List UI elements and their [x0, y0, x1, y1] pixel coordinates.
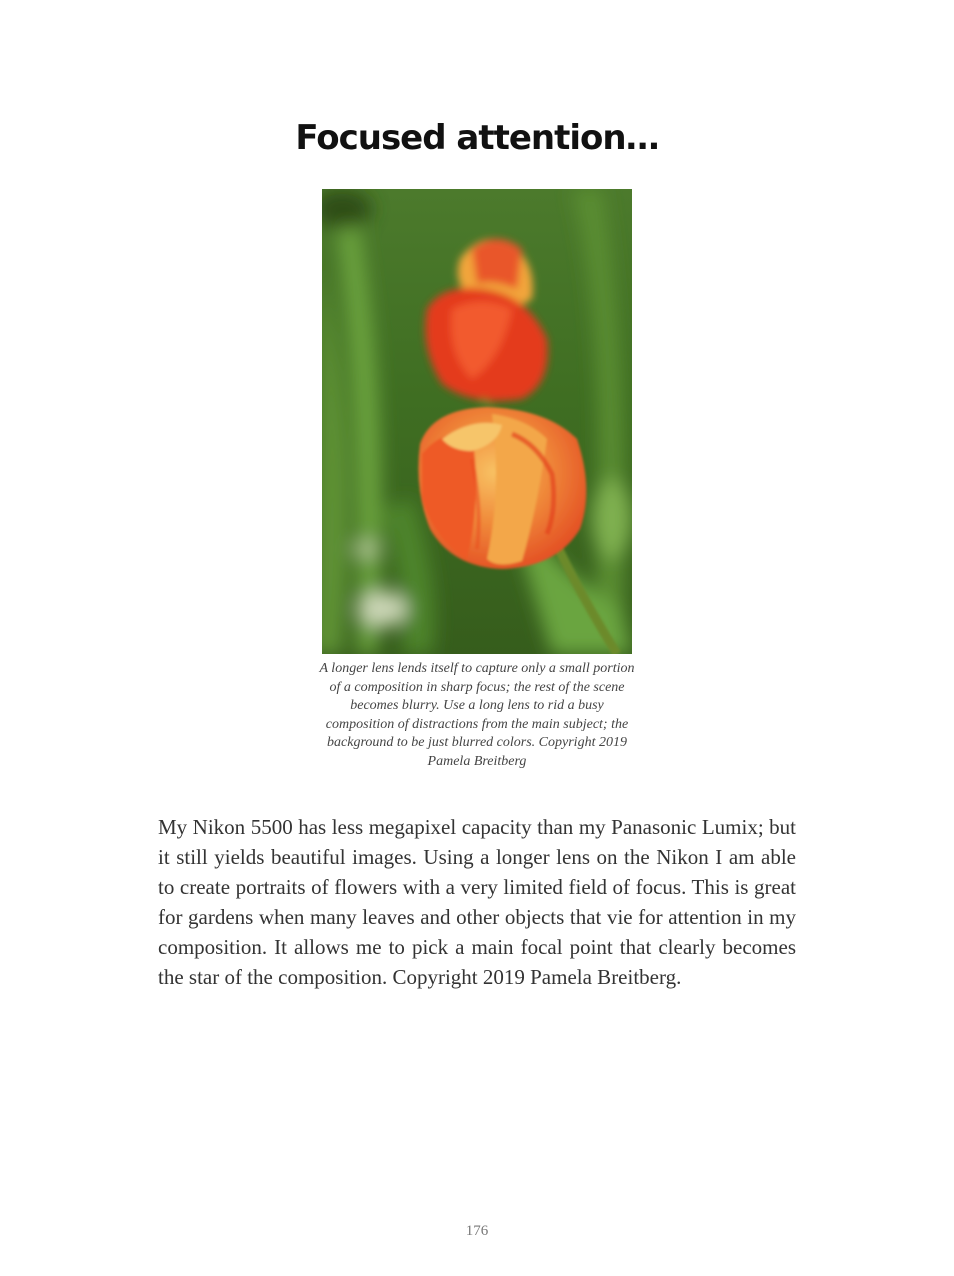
photo-caption: A longer lens lends itself to capture only a small portion of a composition in sharp focus; the rest of the scene becomes blurry. Use a long lens to rid a busy composition of distractions from the main subject; the background to be just blurred colors. Copyright 2019 Pamela Breitberg	[319, 661, 635, 769]
tulip-photo	[322, 189, 632, 654]
body-paragraph: My Nikon 5500 has less megapixel capacity than my Panasonic Lumix; but it still yields beautiful images. Using a longer lens on the Nikon I am able to create portraits of flowers with a very limited field of focus. This is great for gardens when many leaves and other objects that vie for attention in my composition. It allows me to pick a main focal point that clearly becomes the star of the composition. Copyright 2019 Pamela Breitberg.	[158, 815, 796, 989]
page-title: Focused attention…	[295, 118, 659, 158]
page-number: 176	[465, 1223, 489, 1239]
